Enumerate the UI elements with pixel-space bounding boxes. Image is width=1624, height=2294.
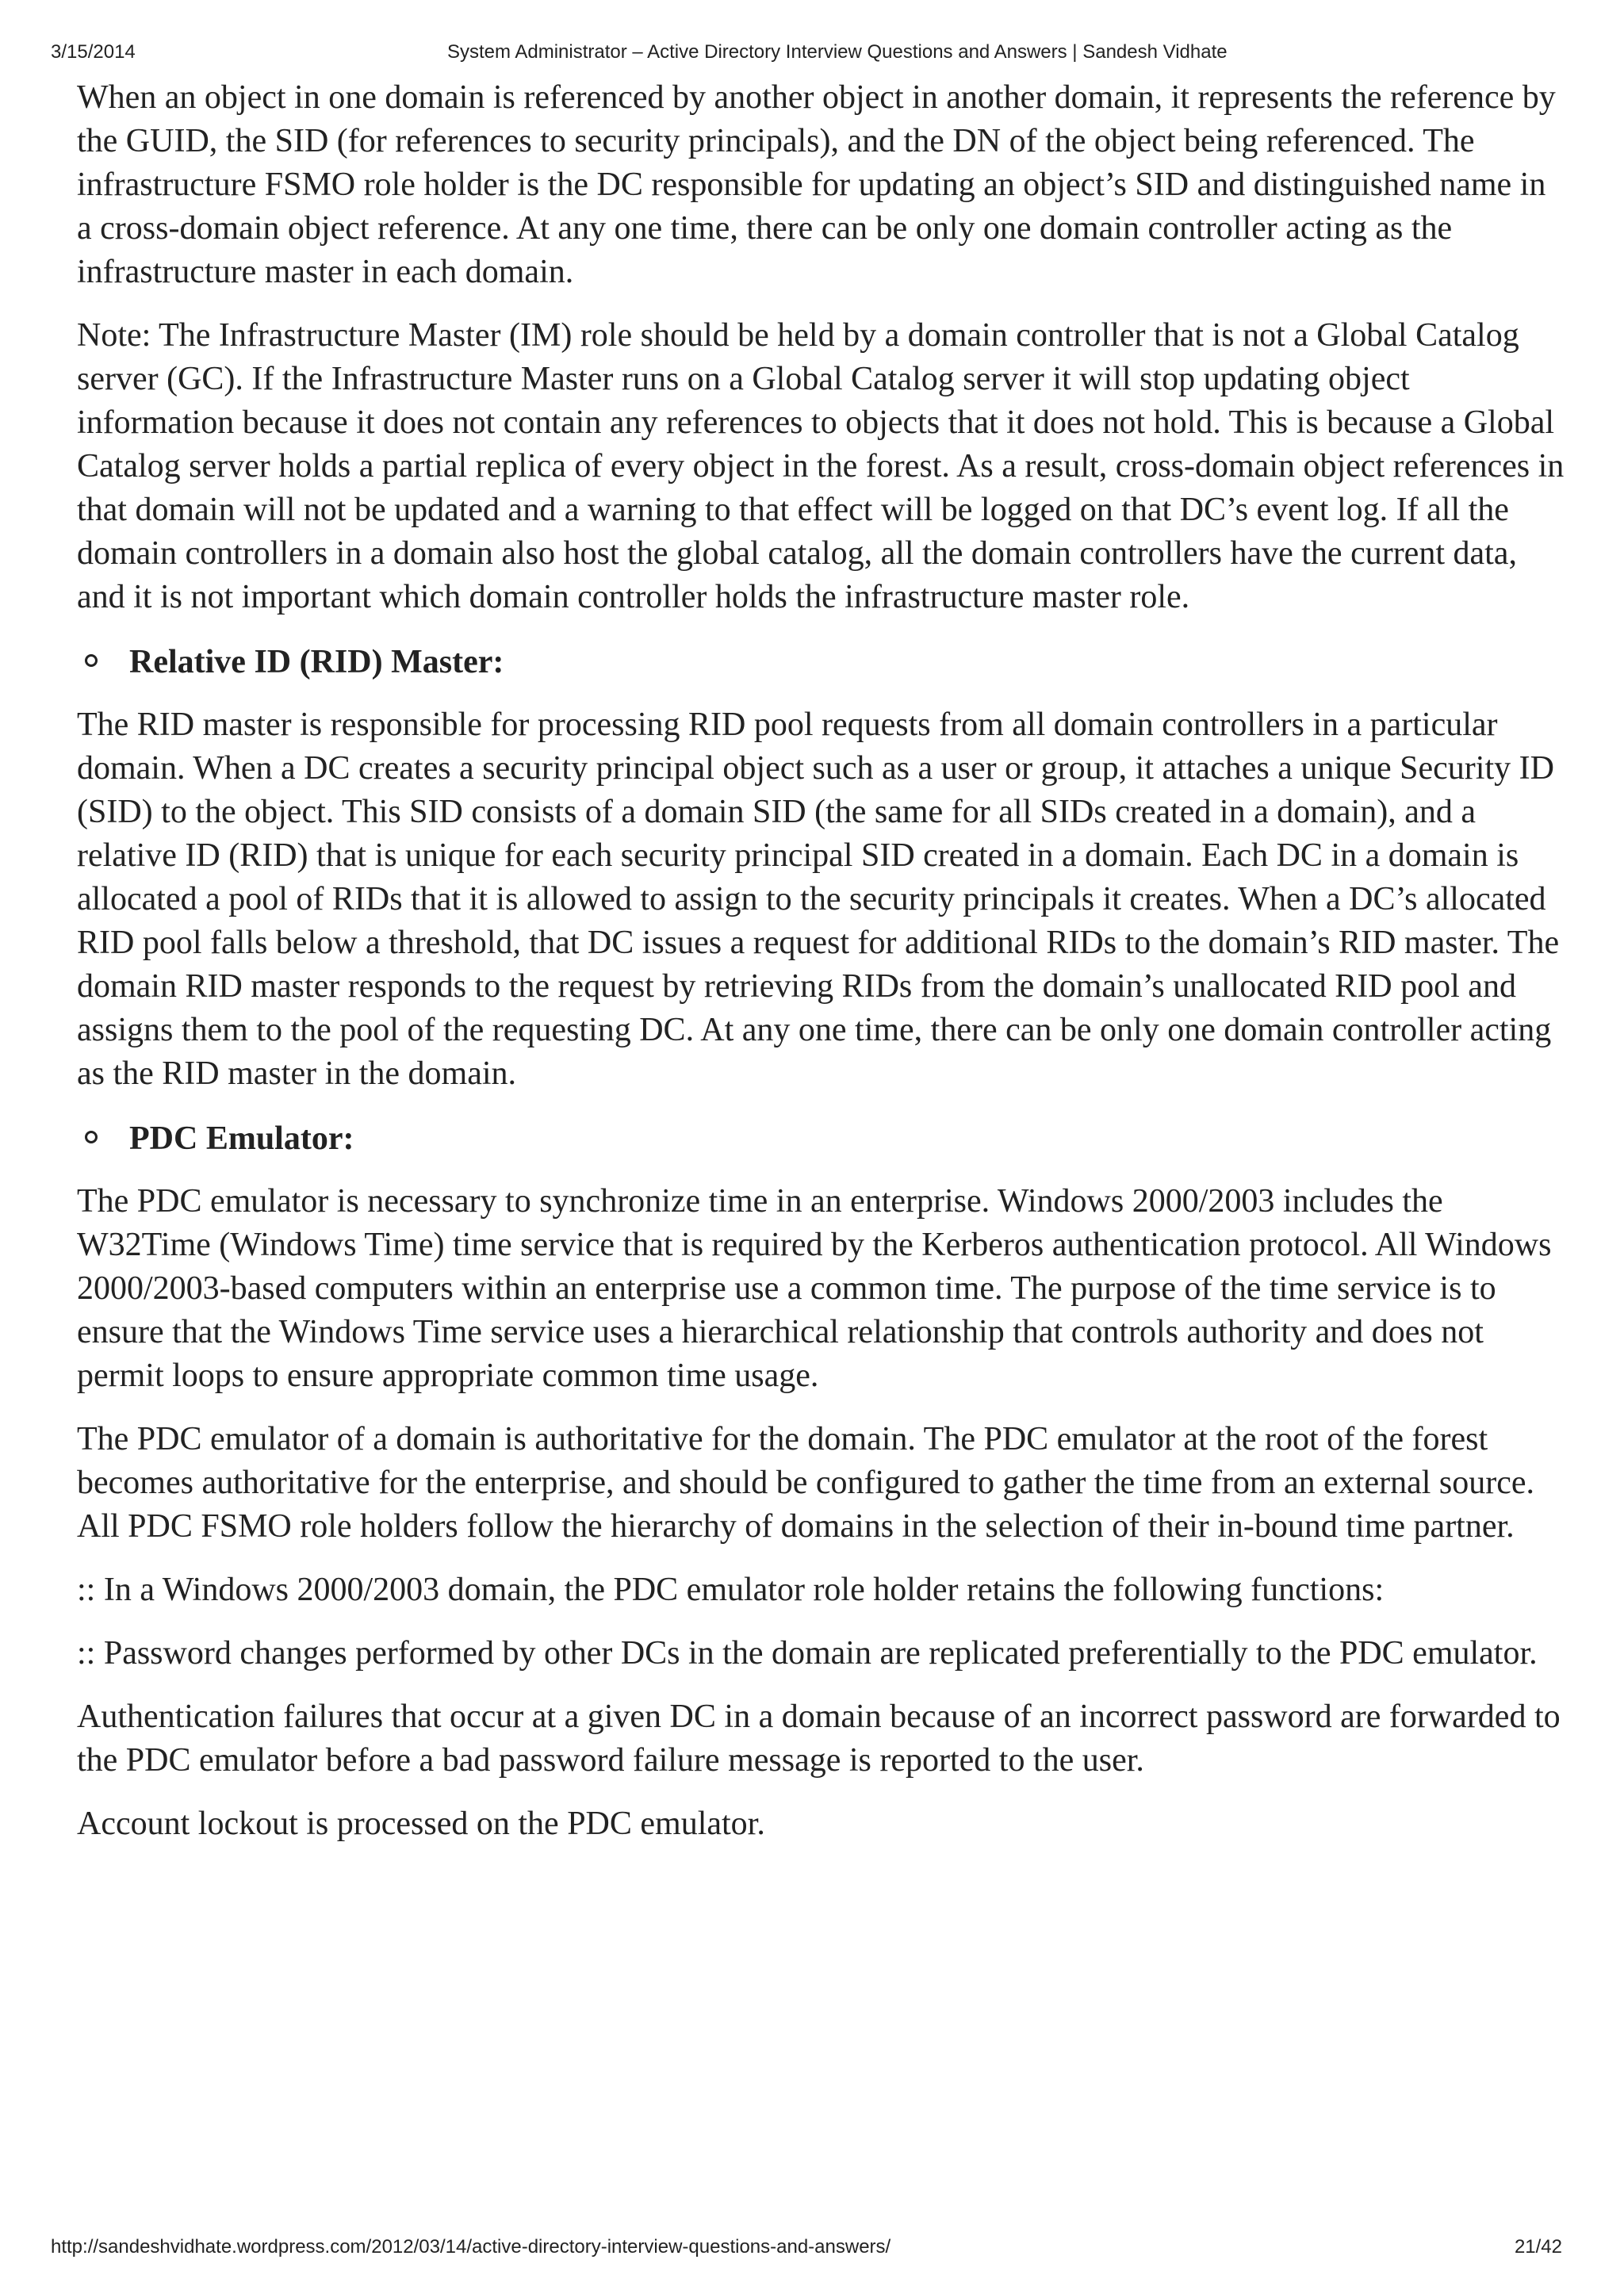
article-body	[77, 76, 1568, 1866]
paragraph-rid-master: The RID master is responsible for processing RID pool requests from all domain controllers in a particular domain. When a DC creates a security principal object such as a user or group, it attaches a unique Security ID (SID) to the object. This SID consists of a domain SID (the same for all SIDs created in a domain), and a relative ID (RID) that is unique for each security principal SID created in a domain. Each DC in a domain is allocated a pool of RIDs that it is allowed to assign to the security principals it creates. When a DC’s allocated RID pool falls below a threshold, that DC issues a request for additional RIDs to the domain’s RID master. The domain RID master responds to the request by retrieving RIDs from the domain’s unallocated RID pool and assigns them to the pool of the requesting DC. At any one time, there can be only one domain controller acting as the RID master in the domain.	[77, 707, 1560, 1092]
paragraph-pdc-functions: :: In a Windows 2000/2003 domain, the PDC emulator role holder retains the following functions:	[77, 1572, 1385, 1608]
circle-bullet-icon	[85, 1131, 98, 1143]
paragraph-pdc-authoritative: The PDC emulator of a domain is authoritative for the domain. The PDC emulator at the root of the forest becomes authoritative for the enterprise, and should be configured to gather the time from an external source. All PDC FSMO role holders follow the hierarchy of domains in the selection of their in-bound time partner.	[77, 1421, 1534, 1545]
paragraph-im-note: Note: The Infrastructure Master (IM) role should be held by a domain controller that is not a Global Catalog server (GC). If the Infrastructure Master runs on a Global Catalog server it will stop updating object information because it does not contain any references to objects that it does not hold. This is because a Global Catalog server holds a partial replica of every object in the forest. As a result, cross-domain object references in that domain will not be updated and a warning to that effect will be logged on that DC’s event log. If all the domain controllers in a domain also host the global catalog, all the domain controllers have the current data, and it is not important which domain controller holds the infrastructure master role.	[77, 317, 1565, 615]
heading-rid-master-text: Relative ID (RID) Master:	[129, 644, 504, 680]
paragraph-pdc-time: The PDC emulator is necessary to synchronize time in an enterprise. Windows 2000/2003 includes the W32Time (Windows Time) time service that is required by the Kerberos authentication protocol. All Windows 2000/2003-based computers within an enterprise use a common time. The purpose of the time service is to ensure that the Windows Time service uses a hierarchical relationship that controls authority and does not permit loops to ensure appropriate common time usage.	[77, 1183, 1552, 1394]
print-footer	[0, 2236, 1624, 2261]
heading-rid-master	[77, 641, 1568, 684]
page-url: http://sandeshvidhate.wordpress.com/2012/03/14/active-directory-interview-questions-and-answers/	[51, 2236, 891, 2258]
paragraph-infrastructure-master: When an object in one domain is referenced by another object in another domain, it represents the reference by the GUID, the SID (for references to security principals), and the DN of the object being referenced. The infrastructure FSMO role holder is the DC responsible for updating an object’s SID and distinguished name in a cross-domain object reference. At any one time, there can be only one domain controller acting as the infrastructure master in each domain.	[77, 79, 1556, 290]
circle-bullet-icon	[85, 654, 98, 667]
page-title: System Administrator – Active Directory Interview Questions and Answers | Sandesh Vidhate	[447, 41, 1228, 63]
print-date: 3/15/2014	[51, 41, 136, 63]
paragraph-password-changes: :: Password changes performed by other DCs in the domain are replicated preferentially to the PDC emulator.	[77, 1635, 1538, 1672]
paragraph-account-lockout: Account lockout is processed on the PDC emulator.	[77, 1806, 765, 1842]
print-header	[0, 41, 1624, 67]
heading-pdc-emulator-text: PDC Emulator:	[129, 1120, 354, 1157]
page-number: 21/42	[1514, 2236, 1562, 2258]
heading-pdc-emulator	[77, 1117, 1568, 1161]
paragraph-auth-failures: Authentication failures that occur at a given DC in a domain because of an incorrect password are forwarded to the PDC emulator before a bad password failure message is reported to the user.	[77, 1698, 1561, 1779]
